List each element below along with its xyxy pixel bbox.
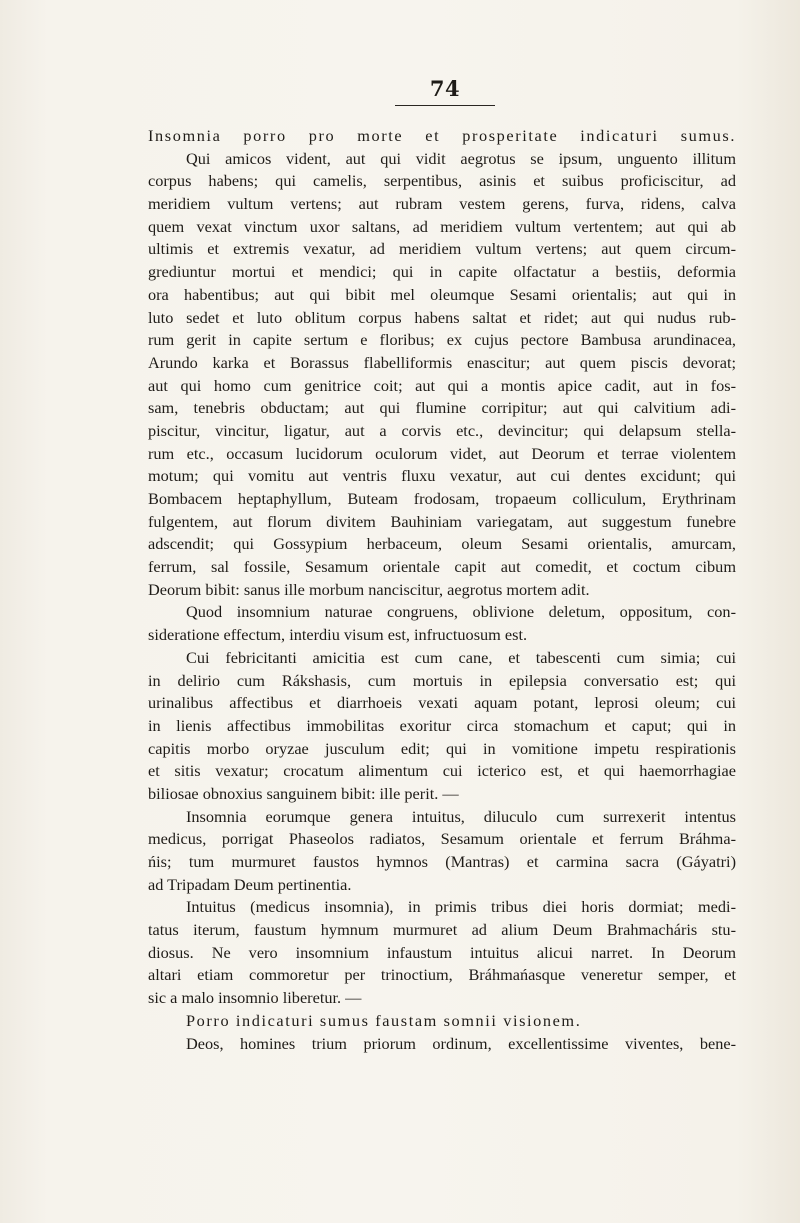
text-line: Insomnia porro pro morte et prosperitate indicaturi sumus.: [148, 126, 736, 145]
text-line: capitis morbo oryzae jusculum edit; qui in vomitione impetu respirationis: [148, 738, 736, 758]
text-line: Deorum bibit: sanus ille morbum nanciscitur, aegrotus mortem adit.: [148, 579, 590, 599]
text-line: Intuitus (medicus insomnia), in primis tribus diei horis dormiat; medi-: [186, 897, 736, 917]
text-line: et sitis vexatur; crocatum alimentum cui icterico est, et qui haemorrhagiae: [148, 761, 736, 781]
page-number-rule: [395, 105, 495, 106]
text-line: Cui febricitanti amicitia est cum cane, et tabescenti cum simia; cui: [186, 647, 736, 667]
text-line: sideratione effectum, interdiu visum est, infructuosum est.: [148, 625, 528, 645]
text-line: adscendit; qui Gossypium herbaceum, oleum Sesami orientalis, amurcam,: [148, 534, 736, 554]
text-line: Arundo karka et Borassus flabelliformis enascitur; aut quem piscis devorat;: [148, 352, 736, 372]
text-line: meridiem vultum vertens; aut rubram vestem gerens, furva, ridens, calva: [148, 194, 736, 214]
text-line: aut qui homo cum genitrice coit; aut qui a montis apice cadit, aut in fos-: [148, 375, 736, 395]
text-line: ferrum, sal fossile, Sesamum orientale capit aut comedit, et coctum cibum: [148, 557, 736, 577]
text-line: Bombacem heptaphyllum, Buteam frodosam, tropaeum colliculum, Erythrinam: [148, 489, 736, 508]
body-text: [148, 125, 736, 1055]
text-line: piscitur, vincitur, ligatur, aut a corvis etc., devincitur; qui delapsum stella-: [148, 420, 736, 440]
text-line: luto sedet et luto oblitum corpus habens saltat et ridet; aut qui nudus rub-: [148, 307, 736, 327]
text-line: Qui amicos vident, aut qui vidit aegrotus se ipsum, unguento illitum: [186, 148, 736, 168]
text-line: sic a malo insomnio liberetur. —: [148, 988, 362, 1008]
text-line: ad Tripadam Deum pertinentia.: [148, 874, 352, 894]
text-line: in delirio cum Rákshasis, cum mortuis in epilepsia conversatio est; qui: [148, 670, 736, 690]
text-line: motum; qui vomitu aut ventris fluxu vexatur, aut cui dentes excidunt; qui: [148, 466, 736, 486]
text-line: ora habentibus; aut qui bibit mel oleumque Sesami orientalis; aut qui in: [148, 284, 736, 304]
text-line: Porro indicaturi sumus faustam somnii visionem.: [186, 1010, 582, 1030]
text-line: quem vexat vinctum uxor saltans, ad meridiem vultum vertentem; aut qui ab: [148, 216, 736, 236]
text-line: sam, tenebris obductam; aut qui flumine corripitur; aut qui calvitium adi-: [148, 398, 736, 418]
text-line: ultimis et extremis vexatur, ad meridiem vultum vertens; aut quem circum-: [148, 239, 736, 259]
text-line: diosus. Ne vero insomnium infaustum intuitus alicui narret. In Deorum: [148, 942, 736, 962]
text-line: Insomnia eorumque genera intuitus, diluculo cum surrexerit intentus: [186, 806, 736, 826]
text-line: in lienis affectibus immobilitas exoritur circa stomachum et caput; qui in: [148, 715, 736, 735]
page-number: 74: [429, 76, 461, 101]
text-line: biliosae obnoxius sanguinem bibit: ille perit. —: [148, 783, 459, 803]
text-line: rum etc., occasum lucidorum oculorum videt, aut Deorum et terrae violentem: [148, 443, 736, 463]
text-line: corpus habens; qui camelis, serpentibus, asinis et suibus proficiscitur, ad: [148, 171, 736, 191]
text-line: medicus, porrigat Phaseolos radiatos, Sesamum orientale et ferrum Bráhma-: [148, 829, 736, 849]
text-line: altari etiam commoretur per trinoctium, Bráhmańasque veneretur semper, et: [148, 965, 736, 985]
text-line: fulgentem, aut florum divitem Bauhiniam variegatam, aut suggestum funebre: [148, 511, 736, 531]
text-line: Deos, homines trium priorum ordinum, excellentissime viventes, bene-: [186, 1033, 736, 1053]
text-line: Quod insomnium naturae congruens, oblivione deletum, oppositum, con-: [186, 602, 736, 622]
text-line: tatus iterum, faustum hymnum murmuret ad alium Deum Brahmacháris stu-: [148, 920, 736, 940]
text-line: ńis; tum murmuret faustos hymnos (Mantras) et carmina sacra (Gáyatri): [148, 852, 736, 871]
text-line: rum gerit in capite sertum e floribus; ex cujus pectore Bambusa arundinacea,: [148, 330, 736, 350]
text-line: urinalibus affectibus et diarrhoeis vexati aquam potant, leprosi oleum; cui: [148, 693, 736, 713]
text-line: grediuntur mortui et mendici; qui in capite olfactatur a bestiis, deformia: [148, 262, 736, 282]
